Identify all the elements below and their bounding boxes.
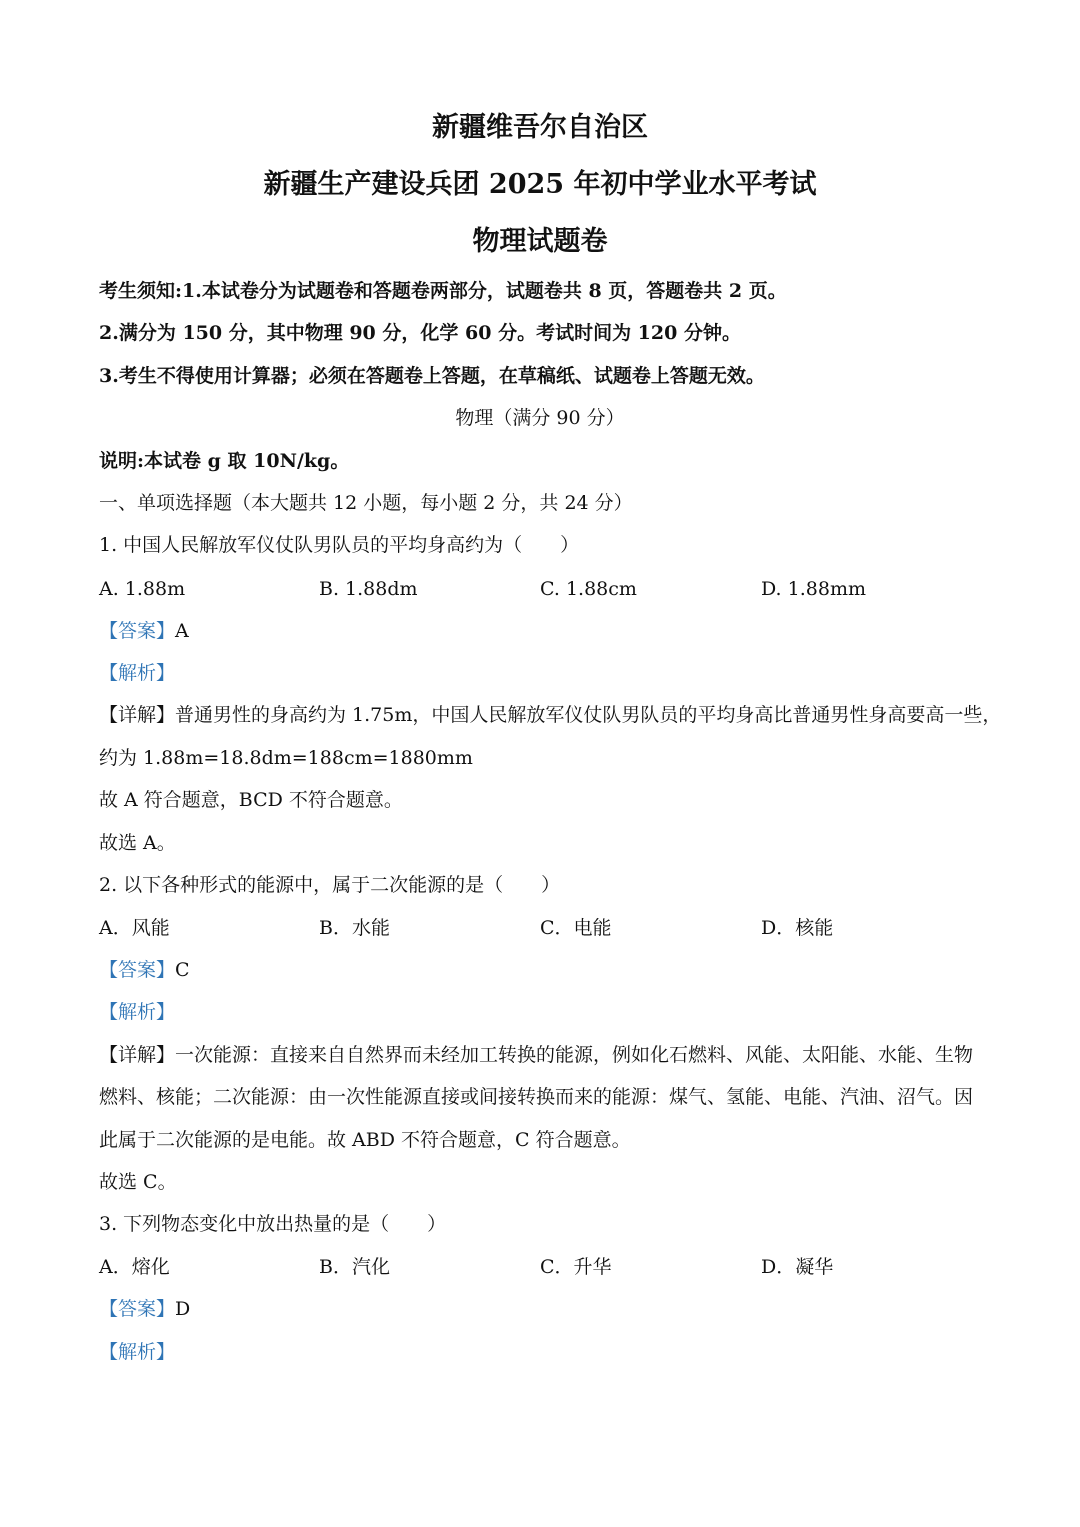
- q1-option-b: B. 1.88dm: [319, 578, 418, 600]
- q2-analysis-label: 【解析】: [99, 1001, 176, 1023]
- q2-detail-1: [99, 1043, 973, 1067]
- q1-option-d: D. 1.88mm: [761, 578, 866, 600]
- answer-value: A: [175, 620, 189, 642]
- detail-text: 一次能源：直接来自自然界而未经加工转换的能源，例如化石燃料、风能、太阳能、水能、生物: [175, 1044, 974, 1066]
- q1-detail-3: 故 A 符合题意，BCD 不符合题意。: [99, 789, 403, 811]
- q3-option-b: B．汽化: [319, 1256, 390, 1278]
- q1-detail-4: 故选 A。: [99, 832, 176, 854]
- q1-stem: 1. 中国人民解放军仪仗队男队员的平均身高约为（ ）: [99, 534, 580, 556]
- q3-analysis-label: 【解析】: [99, 1341, 176, 1363]
- title-subject: 物理试题卷: [472, 226, 608, 257]
- q3-answer: [99, 1297, 190, 1321]
- q2-detail-2: 燃料、核能；二次能源：由一次性能源直接或间接转换而来的能源：煤气、氢能、电能、汽油、沼气。因: [99, 1086, 974, 1108]
- notice-3: 3.考生不得使用计算器；必须在答题卷上答题，在草稿纸、试题卷上答题无效。: [99, 365, 765, 387]
- q1-answer: [99, 619, 189, 643]
- q3-stem: 3. 下列物态变化中放出热量的是（ ）: [99, 1213, 447, 1235]
- q1-option-c: C. 1.88cm: [540, 578, 637, 600]
- detail-label: 【详解】: [99, 704, 176, 726]
- q2-detail-3: 此属于二次能源的是电能。故 ABD 不符合题意，C 符合题意。: [99, 1129, 631, 1151]
- answer-label: 【答案】: [99, 959, 176, 981]
- q3-option-a: A．熔化: [99, 1256, 170, 1278]
- q2-option-a: A．风能: [99, 917, 170, 939]
- q1-option-a: A. 1.88m: [99, 578, 186, 600]
- q3-option-d: D．凝华: [761, 1256, 834, 1278]
- q2-stem: 2. 以下各种形式的能源中，属于二次能源的是（ ）: [99, 874, 561, 896]
- q3-option-c: C．升华: [540, 1256, 612, 1278]
- g-note: 说明:本试卷 g 取 10N/kg。: [99, 450, 350, 472]
- title-exam: 新疆生产建设兵团 2025 年初中学业水平考试: [263, 169, 817, 200]
- section-heading: 一、单项选择题（本大题共 12 小题，每小题 2 分，共 24 分）: [99, 492, 633, 514]
- notice-1: 考生须知:1.本试卷分为试题卷和答题卷两部分，试题卷共 8 页，答题卷共 2 页。: [99, 280, 787, 302]
- answer-label: 【答案】: [99, 1298, 176, 1320]
- detail-text: 普通男性的身高约为 1.75m，中国人民解放军仪仗队男队员的平均身高比普通男性身高要高一些，: [175, 704, 1002, 726]
- q2-option-d: D．核能: [761, 917, 834, 939]
- notice-2: 2.满分为 150 分，其中物理 90 分，化学 60 分。考试时间为 120 分钟。: [99, 322, 741, 344]
- q1-detail-1: [99, 703, 1001, 727]
- detail-label: 【详解】: [99, 1044, 176, 1066]
- answer-value: D: [175, 1298, 191, 1320]
- q2-answer: [99, 958, 190, 982]
- q2-option-c: C．电能: [540, 917, 612, 939]
- q2-detail-4: 故选 C。: [99, 1171, 177, 1193]
- q1-analysis-label: 【解析】: [99, 662, 176, 684]
- answer-label: 【答案】: [99, 620, 176, 642]
- q2-option-b: B．水能: [319, 917, 390, 939]
- title-region: 新疆维吾尔自治区: [432, 112, 648, 143]
- subject-heading: 物理（满分 90 分）: [455, 407, 625, 429]
- answer-value: C: [175, 959, 190, 981]
- q1-detail-2: 约为 1.88m=18.8dm=188cm=1880mm: [99, 747, 473, 769]
